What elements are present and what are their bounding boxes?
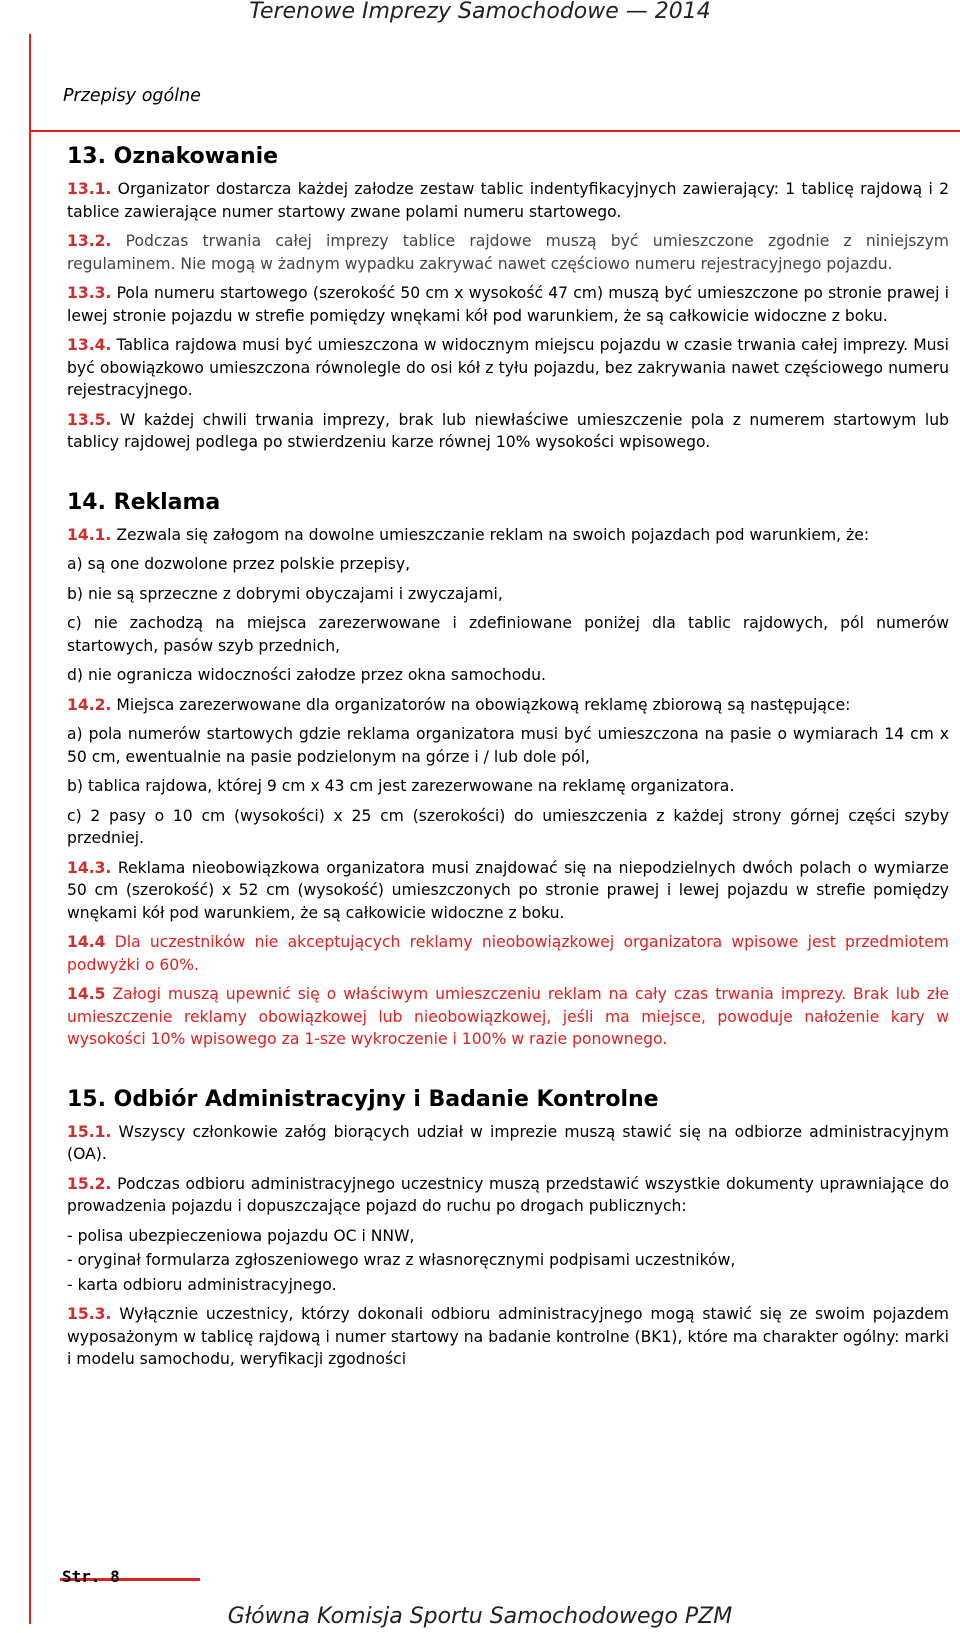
item-number: 14.1. — [67, 525, 112, 544]
item-text: Wyłącznie uczestnicy, którzy dokonali odbioru administracyjnego mogą stawić się ze swoim pojazdem wyposażonym w tablicę rajdową i numer startowy na badanie kontrolne (BK1), które ma charakter ogólny: marki i modelu samochodu, weryfikacji zgodności — [67, 1305, 949, 1368]
list-item: a) są one dozwolone przez polskie przepisy, — [67, 555, 411, 573]
item-number: 14.2. — [67, 695, 112, 714]
item-number: 13.2. — [67, 232, 112, 250]
item-text: Podczas trwania całej imprezy tablice rajdowe muszą być umieszczone zgodnie z niniejszym regulaminem. Nie mogą w żadnym wypadku zakrywać nawet częściowo numeru rejestracyjnego pojazdu. — [67, 232, 949, 273]
paragraph-14-1 — [67, 524, 949, 547]
list-item: b) nie są sprzeczne z dobrymi obyczajami i zwyczajami, — [67, 584, 503, 603]
item-text: Reklama nieobowiązkowa organizatora musi znajdować się na niepodzielnych dwóch polach o wymiarze 50 cm (szerokość) x 52 cm (wysokość) umieszczonych po stronie prawej i lewej pojazdu w strefie pomiędzy wnękami kół pod warunkiem, że są całkowicie widoczne z boku. — [67, 858, 949, 922]
list-item: c) 2 pasy o 10 cm (wysokości) x 25 cm (szerokości) do umieszczenia z każdej strony górnej części szyby przedniej. — [67, 806, 949, 847]
left-margin-rule — [29, 34, 31, 1624]
section-15-heading: 15. Odbiór Administracyjny i Badanie Kontrolne — [67, 1086, 659, 1112]
item-text: Wszyscy członkowie załóg biorących udział w imprezie muszą stawić się na odbiorze administracyjnym (OA). — [67, 1122, 949, 1163]
list-item: c) nie zachodzą na miejsca zarezerwowane i zdefiniowane poniżej dla tablic rajdowych, pól numerów startowych, pasów szyb przednich, — [67, 614, 949, 655]
paragraph-14-3 — [67, 857, 949, 925]
item-text: Organizator dostarcza każdej załodze zestaw tablic indentyfikacyjnych zawierający: 1 tablicę rajdową i 2 tablice zawierające numer startowy zwane polami numeru startowego. — [67, 180, 949, 221]
list-item: - oryginał formularza zgłoszeniowego wraz z własnoręcznymi podpisami uczestników, — [67, 1251, 736, 1269]
paragraph-14-4 — [67, 931, 949, 976]
item-number: 15.2. — [67, 1174, 112, 1193]
item-number: 15.1. — [67, 1122, 112, 1141]
paragraph-14-5 — [67, 983, 949, 1051]
paragraph-15-1 — [67, 1121, 949, 1166]
section-label: Przepisy ogólne — [63, 86, 201, 106]
item-number: 13.4. — [67, 336, 112, 354]
list-item: - polisa ubezpieczeniowa pojazdu OC i NNW, — [67, 1226, 415, 1245]
item-number: 13.3. — [67, 284, 112, 302]
item-text: Dla uczestników nie akceptujących reklamy nieobowiązkowej organizatora wpisowe jest przedmiotem podwyżki o 60%. — [67, 933, 949, 974]
item-text: Załogi muszą upewnić się o właściwym umieszczeniu reklam na cały czas trwania imprezy. Brak lub złe umieszczenie reklamy obowiązkowej lub nieobowiązkowej, jeśli ma miejsce, powoduje nałożenie kary w wysokości 10% wpisowego za 1-sze wykroczenie i 100% w razie ponownego. — [67, 985, 949, 1048]
item-number: 13.5. — [67, 410, 112, 429]
list-item: d) nie ogranicza widoczności załodze przez okna samochodu. — [67, 666, 546, 684]
paragraph-15-3 — [67, 1303, 949, 1371]
document-body — [67, 138, 949, 1378]
section-13-heading: 13. Oznakowanie — [67, 144, 279, 169]
page-number: Str. 8 — [62, 1567, 120, 1586]
paragraph-13-5 — [67, 409, 949, 454]
item-text: Tablica rajdowa musi być umieszczona w widocznym miejscu pojazdu w czasie trwania całej imprezy. Musi być obowiązkowo umieszczona równolegle do osi kół z tyłu pojazdu, bez zakrywania nawet częściowego numeru rejestracyjnego. — [67, 336, 949, 399]
item-text: Podczas odbioru administracyjnego uczestnicy muszą przedstawić wszystkie dokumenty uprawniające do prowadzenia pojazdu i dopuszczające pojazd do ruchu po drogach publicznych: — [67, 1174, 949, 1215]
item-text: W każdej chwili trwania imprezy, brak lub niewłaściwe umieszczenie pola z numerem startowym lub tablicy rajdowej podlega po stwierdzeniu karze równej 10% wysokości wpisowego. — [67, 410, 949, 451]
paragraph-13-2 — [67, 230, 949, 275]
paragraph-13-1 — [67, 178, 949, 223]
item-text: Pola numeru startowego (szerokość 50 cm x wysokość 47 cm) muszą być umieszczone po stronie prawej i lewej stronie pojazdu w strefie pomiędzy wnękami kół pod warunkiem, że są całkowicie widoczne z boku. — [67, 284, 949, 325]
item-number: 15.3. — [67, 1305, 112, 1323]
paragraph-13-4 — [67, 334, 949, 402]
section-14-heading: 14. Reklama — [67, 489, 221, 515]
header-rule — [30, 130, 960, 132]
list-item: b) tablica rajdowa, której 9 cm x 43 cm jest zarezerwowane na reklamę organizatora. — [67, 777, 735, 795]
item-number: 14.3. — [67, 858, 112, 877]
list-item: - karta odbioru administracyjnego. — [67, 1275, 337, 1294]
item-number: 14.4 — [67, 933, 106, 951]
document-header-title: Terenowe Imprezy Samochodowe — 2014 — [249, 0, 711, 24]
item-text: Zezwala się załogom na dowolne umieszczanie reklam na swoich pojazdach pod warunkiem, że: — [111, 525, 870, 544]
item-number: 14.5 — [67, 985, 106, 1003]
list-item: a) pola numerów startowych gdzie reklama organizatora musi być umieszczona na pasie o wymiarach 14 cm x 50 cm, ewentualnie na pasie podzielonym na górze i / lub dole pól, — [67, 725, 949, 766]
item-number: 13.1. — [67, 180, 112, 198]
paragraph-13-3 — [67, 282, 949, 327]
paragraph-14-2 — [67, 694, 949, 717]
document-footer-title: Główna Komisja Sportu Samochodowego PZM — [227, 1604, 733, 1629]
paragraph-15-2 — [67, 1173, 949, 1218]
item-text: Miejsca zarezerwowane dla organizatorów na obowiązkową reklamę zbiorową są następujące: — [111, 695, 851, 714]
